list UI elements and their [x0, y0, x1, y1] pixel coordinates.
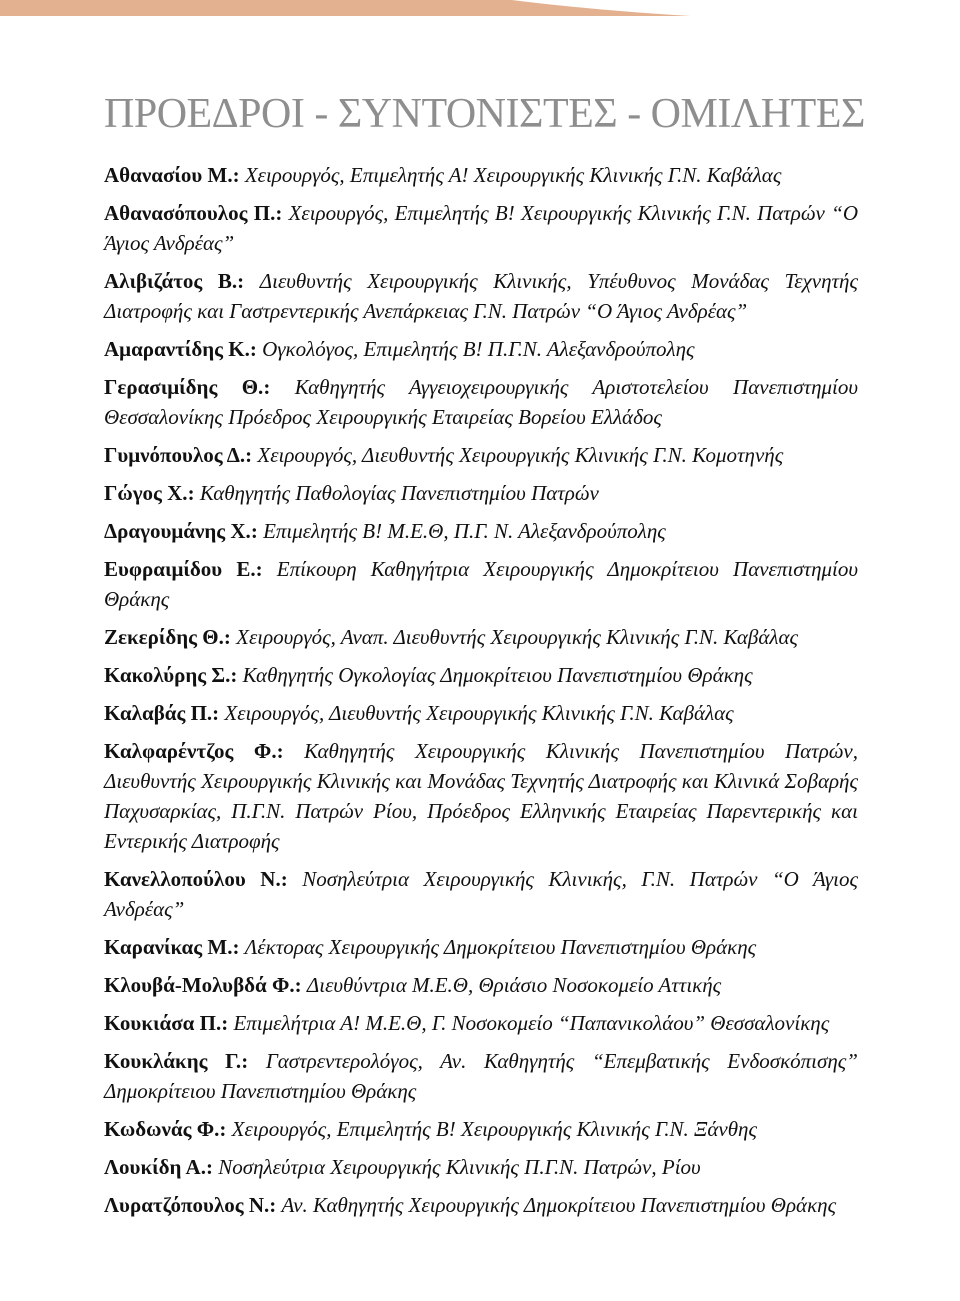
speaker-entry: [104, 478, 858, 508]
speaker-entry: [104, 932, 858, 962]
speaker-name: Ζεκερίδης Θ.: [104, 625, 224, 649]
speaker-description: Καθηγητής Αγγειοχειρουργικής Αριστοτελείου Πανεπιστημίου Θεσσαλονίκης Πρόεδρος Χειρουργικής Εταιρείας Βορείου Ελλάδος: [104, 375, 859, 429]
speaker-name: Γώγος Χ.: [104, 481, 188, 505]
name-separator: :: [255, 557, 277, 581]
speaker-name: Καλαβάς Π.: [104, 701, 213, 725]
speaker-name: Κωδωνάς Φ.: [104, 1117, 220, 1141]
speaker-name: Γερασιμίδης Θ.: [104, 375, 264, 399]
speaker-name: Γυμνόπουλος Δ.: [104, 443, 246, 467]
speaker-name: Κουκιάσα Π.: [104, 1011, 222, 1035]
name-separator: :: [250, 519, 264, 543]
name-separator: :: [276, 739, 305, 763]
speaker-entry: [104, 698, 858, 728]
speaker-entry: [104, 1114, 858, 1144]
speaker-name: Αθανασίου Μ.: [104, 163, 233, 187]
speaker-entry: [104, 198, 858, 258]
name-separator: :: [237, 269, 260, 293]
speaker-entry: [104, 660, 858, 690]
speaker-name: Καλφαρέντζος Φ.: [104, 739, 277, 763]
speaker-entry: [104, 440, 858, 470]
speaker-entry: [104, 1190, 858, 1220]
speaker-description: Καθηγητής Ογκολογίας Δημοκρίτειου Πανεπιστημίου Θράκης: [242, 663, 753, 687]
speaker-name: Αμαραντίδης Κ.: [104, 337, 250, 361]
speaker-entry: [104, 266, 858, 326]
speaker-name: Καρανίκας Μ.: [104, 935, 233, 959]
name-separator: :: [221, 1011, 234, 1035]
speaker-entry: [104, 1152, 858, 1182]
speaker-name: Κακολύρης Σ.: [104, 663, 231, 687]
page-title: ΠΡΟΕΔΡΟΙ - ΣΥΝΤΟΝΙΣΤΕΣ - ΟΜΙΛΗΤΕΣ: [104, 91, 865, 137]
speaker-name: Κλουβά-Μολυβδά Φ.: [104, 973, 295, 997]
speaker-name: Αλιβιζάτος Β.: [104, 269, 238, 293]
speaker-description: Καθηγητής Παθολογίας Πανεπιστημίου Πατρών: [199, 481, 599, 505]
speaker-description: Χειρουργός, Διευθυντής Χειρουργικής Κλινικής Γ.Ν. Κομοτηνής: [257, 443, 784, 467]
name-separator: :: [205, 1155, 219, 1179]
name-separator: :: [294, 973, 307, 997]
speaker-name: Κανελλοπούλου Ν.: [104, 867, 281, 891]
name-separator: :: [230, 663, 243, 687]
name-separator: :: [280, 867, 303, 891]
speaker-description: Διευθύντρια Μ.Ε.Θ, Θριάσιο Νοσοκομείο Αττικής: [306, 973, 722, 997]
name-separator: :: [263, 375, 295, 399]
speaker-description: Χειρουργός, Αναπ. Διευθυντής Χειρουργικής Κλινικής Γ.Ν. Καβάλας: [236, 625, 799, 649]
name-separator: :: [241, 1049, 266, 1073]
speaker-description: Γαστρεντερολόγος, Αν. Καθηγητής “Επεμβατικής Ενδοσκόπισης” Δημοκρίτειου Πανεπιστημίου Θράκης: [104, 1049, 858, 1103]
speaker-entry: [104, 864, 858, 924]
speaker-entry: [104, 622, 858, 652]
speaker-entry: [104, 516, 858, 546]
speaker-name: Ευφραιμίδου Ε.: [104, 557, 256, 581]
name-separator: :: [212, 701, 225, 725]
name-separator: :: [232, 935, 245, 959]
speaker-description: Χειρουργός, Επιμελητής Α! Χειρουργικής Κλινικής Γ.Ν. Καβάλας: [244, 163, 782, 187]
speaker-description: Λέκτορας Χειρουργικής Δημοκρίτειου Πανεπιστημίου Θράκης: [244, 935, 757, 959]
speaker-entry: [104, 334, 858, 364]
speaker-entry: [104, 160, 858, 190]
speaker-list: [104, 160, 858, 1228]
speaker-description: Ογκολόγος, Επιμελητής Β! Π.Γ.Ν. Αλεξανδρούπολης: [262, 337, 695, 361]
name-separator: :: [245, 443, 258, 467]
name-separator: :: [249, 337, 263, 361]
speaker-description: Χειρουργός, Επιμελητής Β! Χειρουργικής Κλινικής Γ.Ν. Ξάνθης: [231, 1117, 757, 1141]
speaker-entry: [104, 1046, 858, 1106]
name-separator: :: [269, 1193, 282, 1217]
speaker-description: Χειρουργός, Επιμελητής Β! Χειρουργικής Κλινικής Γ.Ν. Πατρών “Ο Άγιος Ανδρέας”: [104, 201, 858, 255]
name-separator: :: [187, 481, 200, 505]
speaker-name: Λουκίδη Α.: [104, 1155, 206, 1179]
name-separator: :: [232, 163, 245, 187]
speaker-name: Δραγουμάνης Χ.: [104, 519, 251, 543]
speaker-description: Επιμελήτρια Α! Μ.Ε.Θ, Γ. Νοσοκομείο “Παπανικολάου” Θεσσαλονίκης: [233, 1011, 830, 1035]
name-separator: :: [219, 1117, 232, 1141]
speaker-description: Επιμελητής Β! Μ.Ε.Θ, Π.Γ. Ν. Αλεξανδρούπολης: [263, 519, 666, 543]
speaker-description: Καθηγητής Χειρουργικής Κλινικής Πανεπιστημίου Πατρών, Διευθυντής Χειρουργικής Κλινικής και Μονάδας Τεχνητής Διατροφής και Κλινικά Σοβαρής Παχυσαρκίας, Π.Γ.Ν. Πατρών Ρίου, Πρόεδρος Ελληνικής Εταιρείας Παρεντερικής και Εντερικής Διατροφής: [104, 739, 859, 853]
name-separator: :: [223, 625, 237, 649]
name-separator: :: [275, 201, 289, 225]
speaker-name: Αθανασόπουλος Π.: [104, 201, 276, 225]
speaker-entry: [104, 736, 858, 856]
speaker-entry: [104, 554, 858, 614]
speaker-entry: [104, 1008, 858, 1038]
speaker-name: Κουκλάκης Γ.: [104, 1049, 242, 1073]
speaker-entry: [104, 970, 858, 1000]
speaker-description: Αν. Καθηγητής Χειρουργικής Δημοκρίτειου Πανεπιστημίου Θράκης: [281, 1193, 837, 1217]
speaker-description: Νοσηλεύτρια Χειρουργικής Κλινικής, Γ.Ν. Πατρών “Ο Άγιος Ανδρέας”: [104, 867, 858, 921]
speaker-name: Λυρατζόπουλος Ν.: [104, 1193, 270, 1217]
speaker-description: Επίκουρη Καθηγήτρια Χειρουργικής Δημοκρίτειου Πανεπιστημίου Θράκης: [104, 557, 858, 611]
speaker-description: Νοσηλεύτρια Χειρουργικής Κλινικής Π.Γ.Ν. Πατρών, Ρίου: [218, 1155, 701, 1179]
speaker-description: Χειρουργός, Διευθυντής Χειρουργικής Κλινικής Γ.Ν. Καβάλας: [224, 701, 734, 725]
speaker-description: Διευθυντής Χειρουργικής Κλινικής, Υπέυθυνος Μονάδας Τεχνητής Διατροφής και Γαστρεντερικής Ανεπάρκειας Γ.Ν. Πατρών “Ο Άγιος Ανδρέας”: [104, 269, 858, 323]
speaker-entry: [104, 372, 858, 432]
